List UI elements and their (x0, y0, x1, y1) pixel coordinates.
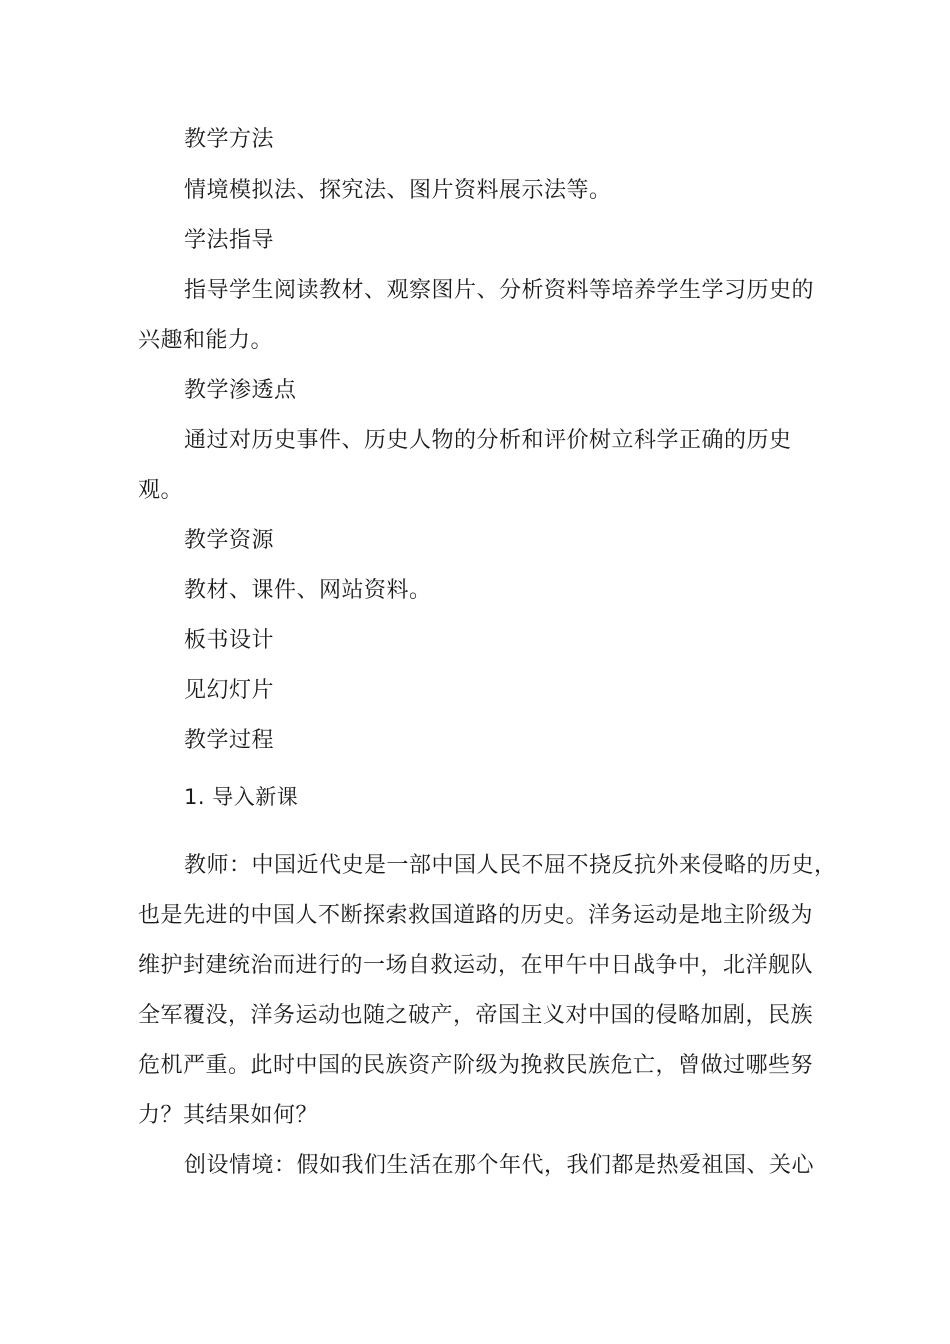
teaching-method-heading: 教学方法 (184, 127, 275, 152)
resources-content: 教材、课件、网站资料。 (184, 578, 432, 603)
teacher-paragraph-line: 维护封建统治而进行的一场自救运动，在甲午中日战争中，北洋舰队 (138, 953, 814, 978)
study-method-content-line1: 指导学生阅读教材、观察图片、分析资料等培养学生学习历史的 (184, 278, 815, 303)
resources-heading: 教学资源 (184, 528, 275, 553)
infiltration-content-line2: 观。 (138, 478, 184, 503)
teaching-method-content: 情境模拟法、探究法、图片资料展示法等。 (184, 178, 612, 203)
infiltration-heading: 教学渗透点 (184, 378, 297, 403)
teacher-paragraph-line: 危机严重。此时中国的民族资产阶级为挽救民族危亡，曾做过哪些努 (138, 1053, 814, 1078)
board-design-heading: 板书设计 (184, 628, 275, 653)
study-method-content-line2: 兴趣和能力。 (138, 328, 274, 353)
teacher-paragraph-line: 也是先进的中国人不断探索救国道路的历史。洋务运动是地主阶级为 (138, 903, 814, 928)
board-design-content: 见幻灯片 (184, 678, 275, 703)
study-method-heading: 学法指导 (184, 228, 275, 253)
infiltration-content-line1: 通过对历史事件、历史人物的分析和评价树立科学正确的历史 (184, 428, 792, 453)
process-step-1: 1. 导入新课 (184, 785, 299, 809)
teacher-paragraph-line: 力？其结果如何？ (138, 1103, 319, 1128)
teacher-paragraph-line: 全军覆没，洋务运动也随之破产，帝国主义对中国的侵略加剧，民族 (138, 1003, 814, 1028)
scenario-line: 创设情境：假如我们生活在那个年代，我们都是热爱祖国、关心 (184, 1153, 815, 1178)
process-heading: 教学过程 (184, 728, 275, 753)
teacher-paragraph-line: 教师：中国近代史是一部中国人民不屈不挠反抗外来侵略的历史， (184, 853, 837, 878)
